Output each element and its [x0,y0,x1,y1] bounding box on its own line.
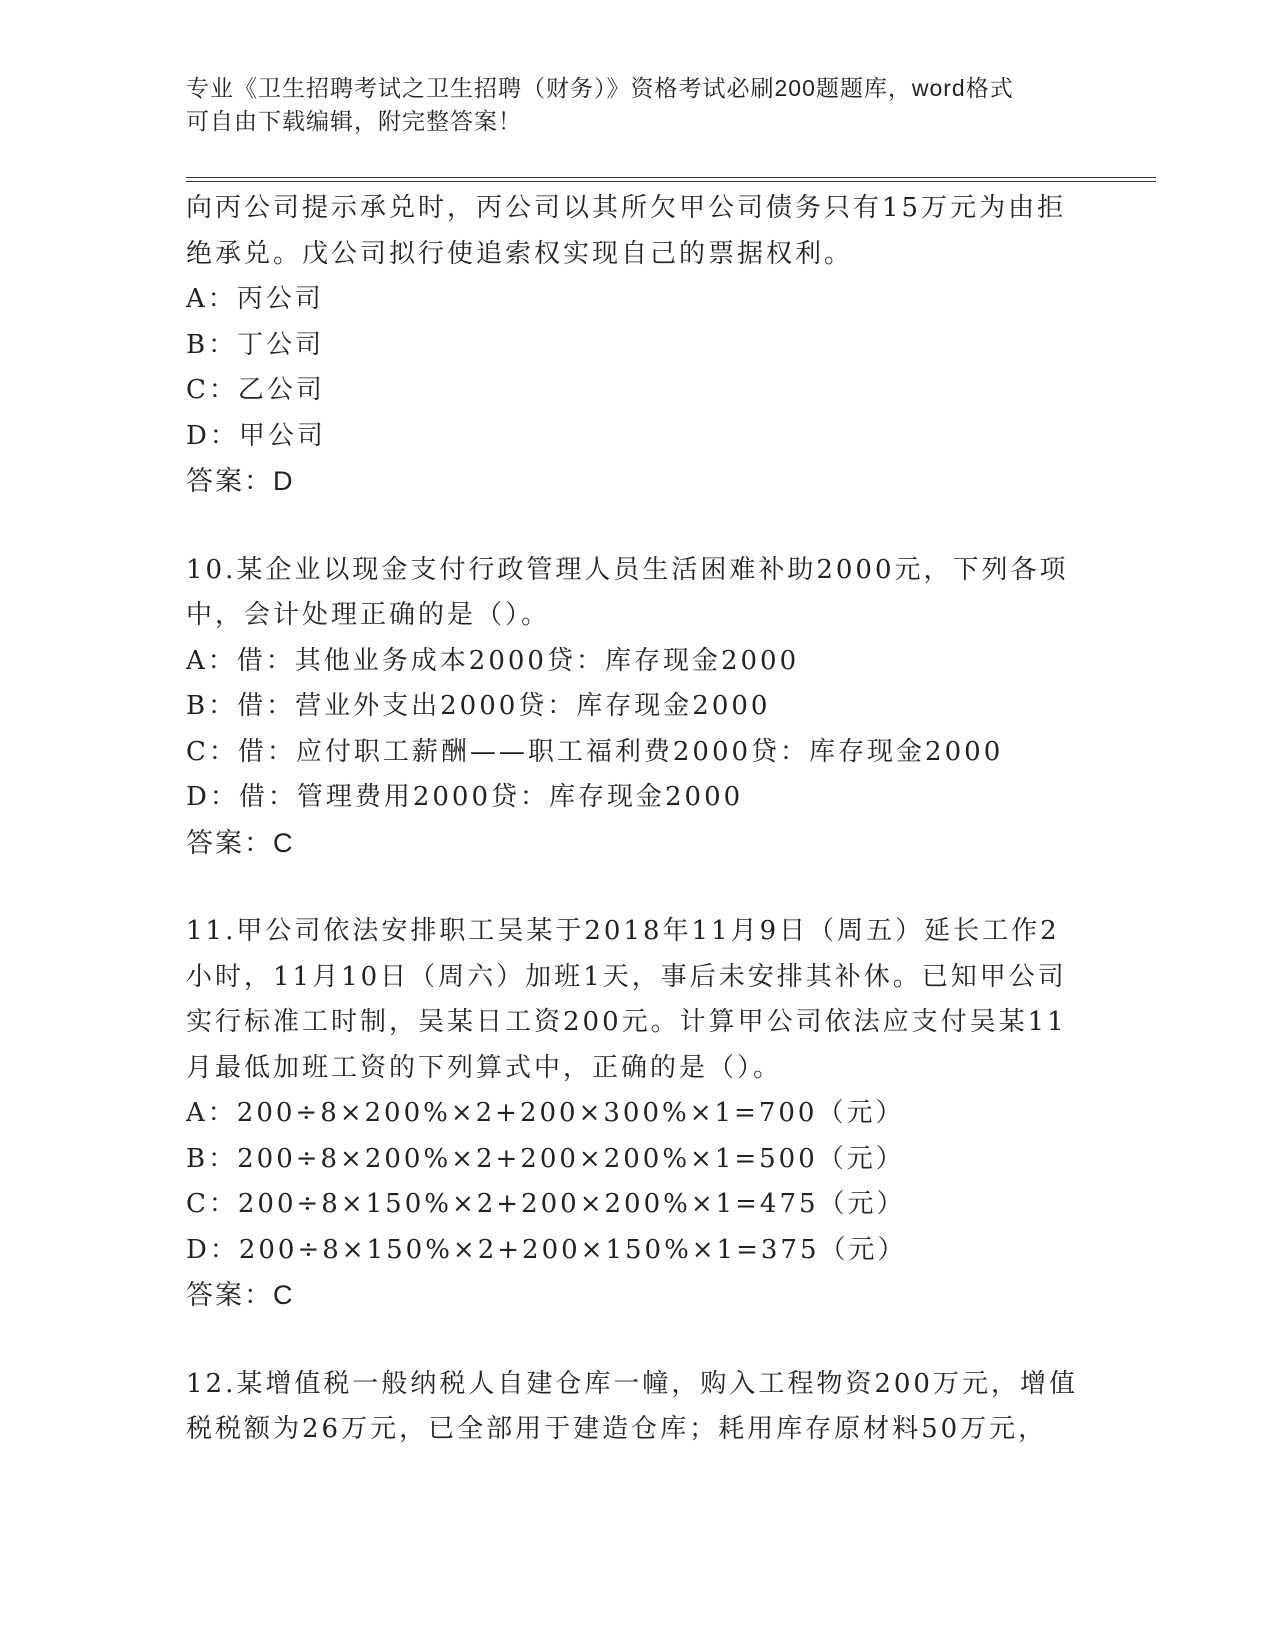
option-d: D：借：管理费用2000贷：库存现金2000 [186,782,744,812]
question-text-line: 月最低加班工资的下列算式中，正确的是（）。 [186,1052,783,1083]
option-b: B：丁公司 [186,329,325,360]
header-line-2: 可自由下载编辑，附完整答案！ [186,108,522,134]
answer-label: 答案：C [186,827,295,858]
question-text-line: 绝承兑。戊公司拟行使追索权实现自己的票据权利。 [186,238,854,269]
option-a: A：丙公司 [186,284,324,314]
option-c: C：乙公司 [186,375,325,405]
option-b: B：借：营业外支出2000贷：库存现金2000 [186,691,771,721]
question-text-line: 12.某增值税一般纳税人自建仓库一幢，购入工程物资200万元，增值 [186,1368,1078,1399]
option-d: D：200÷8×150%×2+200×150%×1=375（元） [186,1234,907,1265]
option-d: D：甲公司 [186,420,326,451]
header-line-1: 专业《卫生招聘考试之卫生招聘（财务）》资格考试必刷200题题库，word格式 [186,75,1014,101]
question-9 [186,186,1086,505]
header-divider-top [186,177,1156,178]
question-10 [186,548,1086,867]
question-text-line: 中，会计处理正确的是（）。 [186,600,551,630]
answer-label: 答案：D [186,466,295,496]
question-11 [186,909,1086,1319]
question-text-line: 小时，11月10日（周六）加班1天，事后未安排其补休。已知甲公司 [186,961,1067,992]
question-spacer [186,1319,1086,1362]
header-divider-bottom [186,181,1156,182]
option-c: C：借：应付职工薪酬——职工福利费2000贷：库存现金2000 [186,736,1004,767]
document-header [186,72,1046,138]
option-c: C：200÷8×150%×2+200×200%×1=475（元） [186,1189,906,1219]
question-12 [186,1362,1086,1453]
question-text-line: 10.某企业以现金支付行政管理人员生活困难补助2000元，下列各项 [186,554,1069,585]
answer-label: 答案：C [186,1280,295,1310]
option-b: B：200÷8×200%×2+200×200%×1=500（元） [186,1143,905,1174]
question-text-line: 实行标准工时制，吴某日工资200元。计算甲公司依法应支付吴某11 [186,1007,1067,1037]
question-text-line: 11.甲公司依法安排职工吴某于2018年11月9日（周五）延长工作2 [186,916,1060,946]
question-spacer [186,505,1086,548]
question-text-line: 向丙公司提示承兑时，丙公司以其所欠甲公司债务只有15万元为由拒 [186,193,1067,223]
option-a: A：200÷8×200%×2+200×300%×1=700（元） [186,1098,905,1128]
option-a: A：借：其他业务成本2000贷：库存现金2000 [186,645,800,676]
question-spacer [186,866,1086,909]
document-body [186,186,1086,1453]
question-text-line: 税税额为26万元，已全部用于建造仓库；耗用库存原材料50万元， [186,1414,1048,1444]
